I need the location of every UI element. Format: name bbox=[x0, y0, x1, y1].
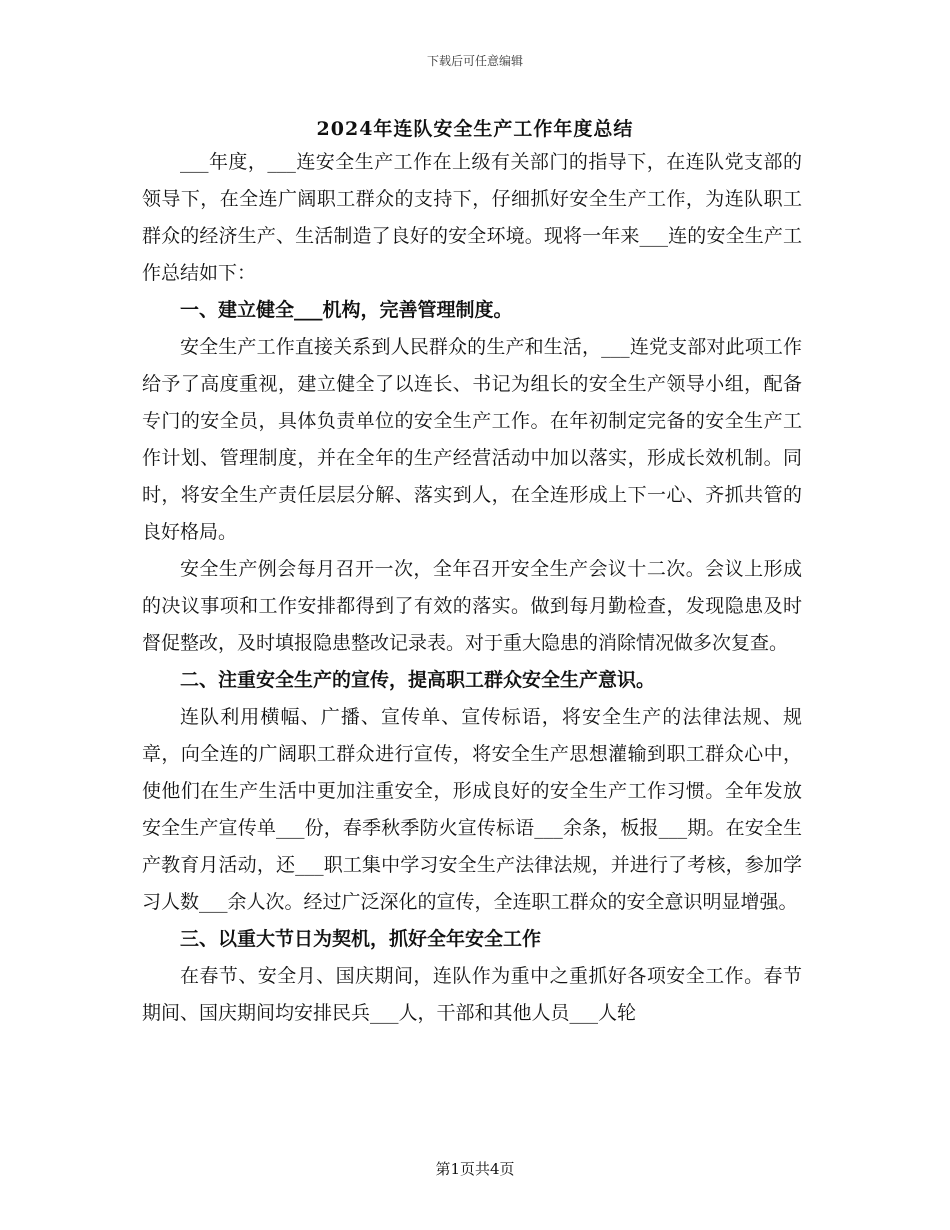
section-2-paragraph-1: 连队利用横幅、广播、宣传单、宣传标语，将安全生产的法律法规、规章，向全连的广阔职工群众进行宣传，将安全生产思想灌输到职工群众心中，使他们在生产生活中更加注重安全，形成良好的安全生产工作习惯。全年发放安全生产宣传单___份，春季秋季防火宣传标语___余条，板报___期。在安全生产教育月活动，还___职工集中学习安全生产法律法规，并进行了考核，参加学习人数___余人次。经过广泛深化的宣传，全连职工群众的安全意识明显增强。 bbox=[142, 706, 802, 913]
intro-paragraph: ___年度，___连安全生产工作在上级有关部门的指导下，在连队党支部的领导下，在全连广阔职工群众的支持下，仔细抓好安全生产工作，为连队职工群众的经济生产、生活制造了良好的安全环境。现将一年来___连的安全生产工作总结如下： bbox=[142, 151, 802, 284]
section-heading-1: 一、建立健全___机构，完善管理制度。 bbox=[180, 299, 513, 321]
document-body bbox=[142, 144, 802, 1032]
document-title: 2024年连队安全生产工作年度总结 bbox=[316, 118, 634, 140]
page-footer: 第1页共4页 bbox=[435, 1160, 515, 1178]
page-header: 下载后可任意编辑 bbox=[426, 54, 523, 68]
section-heading-2: 二、注重安全生产的宣传，提高职工群众安全生产意识。 bbox=[180, 669, 656, 691]
section-1-paragraph-2: 安全生产例会每月召开一次，全年召开安全生产会议十二次。会议上形成的决议事项和工作安排都得到了有效的落实。做到每月勤检查，发现隐患及时督促整改，及时填报隐患整改记录表。对于重大隐患的消除情况做多次复查。 bbox=[142, 558, 802, 654]
section-3-paragraph-1: 在春节、安全月、国庆期间，连队作为重中之重抓好各项安全工作。春节期间、国庆期间均安排民兵___人，干部和其他人员___人轮 bbox=[142, 965, 802, 1024]
section-1-paragraph-1: 安全生产工作直接关系到人民群众的生产和生活，___连党支部对此项工作给予了高度重视，建立健全了以连长、书记为组长的安全生产领导小组，配备专门的安全员，具体负责单位的安全生产工作。在年初制定完备的安全生产工作计划、管理制度，并在全年的生产经营活动中加以落实，形成长效机制。同时，将安全生产责任层层分解、落实到人，在全连形成上下一心、齐抓共管的良好格局。 bbox=[142, 336, 802, 543]
section-heading-3: 三、以重大节日为契机，抓好全年安全工作 bbox=[180, 928, 542, 950]
